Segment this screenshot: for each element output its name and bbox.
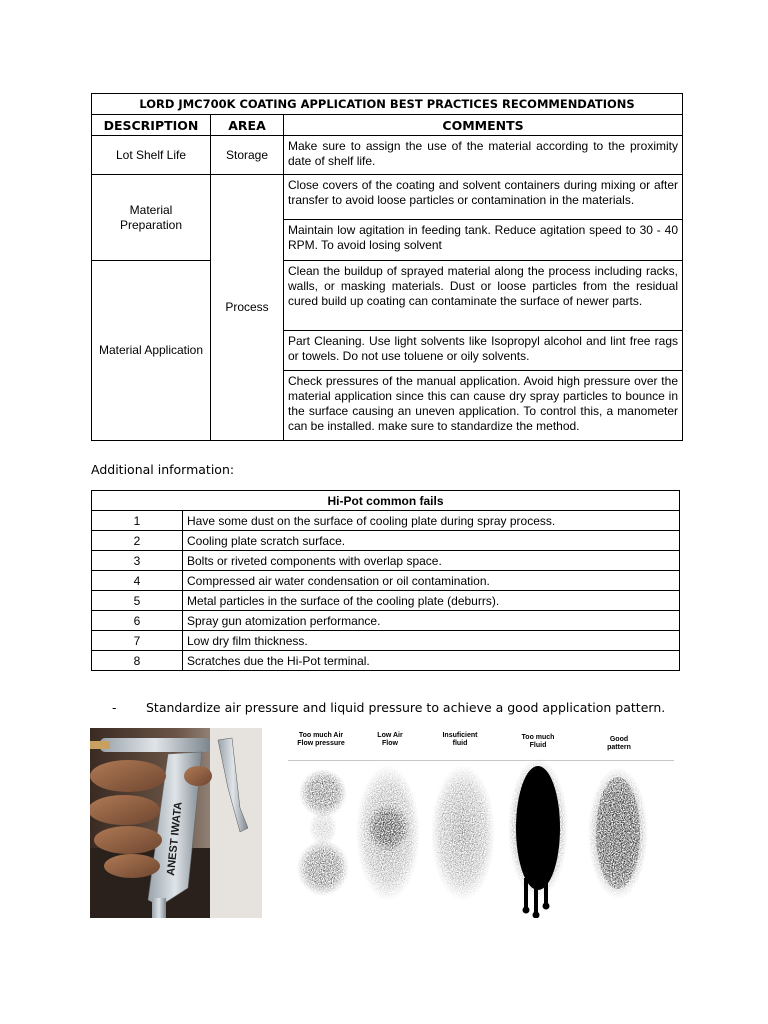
comment-cell: Check pressures of the manual application. Avoid high pressure over the material application since this can cause dry spray particles to bounce in the surface causing an uneven application. To control this, a manometer can be installed. make sure to standardize the method. xyxy=(284,371,683,441)
row-text: Bolts or riveted components with overlap space. xyxy=(183,551,680,571)
pattern-good xyxy=(588,767,648,899)
row-number: 4 xyxy=(92,571,183,591)
pattern-label-line: Good xyxy=(609,736,629,743)
comment-cell: Make sure to assign the use of the material according to the proximity date of shelf life. xyxy=(284,136,683,175)
pattern-label-line: Low Air xyxy=(377,732,403,739)
area-cell: Storage xyxy=(211,136,284,175)
description-text: Material Preparation xyxy=(119,202,183,232)
table-row xyxy=(92,511,680,531)
row-text: Scratches due the Hi-Pot terminal. xyxy=(183,651,680,671)
pattern-label-line: Fluid xyxy=(529,742,547,749)
row-number: 7 xyxy=(92,631,183,651)
table-row xyxy=(92,571,680,591)
comment-cell: Clean the buildup of sprayed material along the process including racks, walls, or masking materials. Dust or loose particles from the residual cured build up coating can contaminate the surface of newer parts. xyxy=(284,261,683,331)
row-text: Low dry film thickness. xyxy=(183,631,680,651)
additional-information-label: Additional information: xyxy=(91,462,235,477)
header-description: DESCRIPTION xyxy=(92,115,211,136)
pattern-label-line: Insuficient xyxy=(442,732,478,739)
row-number: 6 xyxy=(92,611,183,631)
description-cell: Material Application xyxy=(92,261,211,441)
table-row xyxy=(92,531,680,551)
comment-cell: Part Cleaning. Use light solvents like Isopropyl alcohol and lint free rags or towels. Do not use toluene or oily solvents. xyxy=(284,331,683,371)
row-number: 8 xyxy=(92,651,183,671)
best-practices-table xyxy=(91,93,683,441)
row-number: 2 xyxy=(92,531,183,551)
header-comments: COMMENTS xyxy=(284,115,683,136)
row-text: Have some dust on the surface of cooling plate during spray process. xyxy=(183,511,680,531)
pattern-insufficient-fluid xyxy=(431,765,495,901)
pattern-label-line: fluid xyxy=(452,740,468,747)
pattern-label-line: Flow pressure xyxy=(297,740,345,747)
row-number: 3 xyxy=(92,551,183,571)
spray-patterns-figure xyxy=(288,728,674,918)
bullet-item xyxy=(112,700,665,715)
spray-gun-photo xyxy=(90,728,262,918)
pattern-low-air-flow xyxy=(356,765,420,901)
header-area: AREA xyxy=(211,115,284,136)
row-text: Cooling plate scratch surface. xyxy=(183,531,680,551)
table-row xyxy=(92,551,680,571)
row-number: 1 xyxy=(92,511,183,531)
row-text: Spray gun atomization performance. xyxy=(183,611,680,631)
comment-cell: Maintain low agitation in feeding tank. Reduce agitation speed to 30 - 40 RPM. To avoid losing solvent xyxy=(284,220,683,261)
comment-cell: Close covers of the coating and solvent containers during mixing or after transfer to avoid loose particles or contamination in the materials. xyxy=(284,175,683,220)
bullet-dash: - xyxy=(112,700,117,715)
hipot-fails-table xyxy=(91,490,680,671)
table-row xyxy=(92,651,680,671)
gun-brand-text: ANEST IWATA xyxy=(165,801,185,877)
pattern-label-line: Too much xyxy=(521,734,555,741)
description-cell xyxy=(92,175,211,261)
pattern-too-much-air xyxy=(297,769,349,896)
pattern-label-line: Flow xyxy=(382,740,398,747)
bullet-text: Standardize air pressure and liquid pressure to achieve a good application pattern. xyxy=(146,700,666,715)
row-number: 5 xyxy=(92,591,183,611)
area-cell: Process xyxy=(211,175,284,441)
row-text: Compressed air water condensation or oil contamination. xyxy=(183,571,680,591)
table-row xyxy=(92,631,680,651)
table-title: LORD JMC700K COATING APPLICATION BEST PRACTICES RECOMMENDATIONS xyxy=(92,94,683,115)
table-title: Hi-Pot common fails xyxy=(92,491,680,511)
table-row xyxy=(92,591,680,611)
pattern-label-line: pattern xyxy=(607,744,631,751)
table-row xyxy=(92,611,680,631)
row-text: Metal particles in the surface of the cooling plate (deburrs). xyxy=(183,591,680,611)
pattern-too-much-fluid xyxy=(508,758,568,918)
description-cell: Lot Shelf Life xyxy=(92,136,211,175)
pattern-label-line: Too much Air xyxy=(298,732,344,739)
